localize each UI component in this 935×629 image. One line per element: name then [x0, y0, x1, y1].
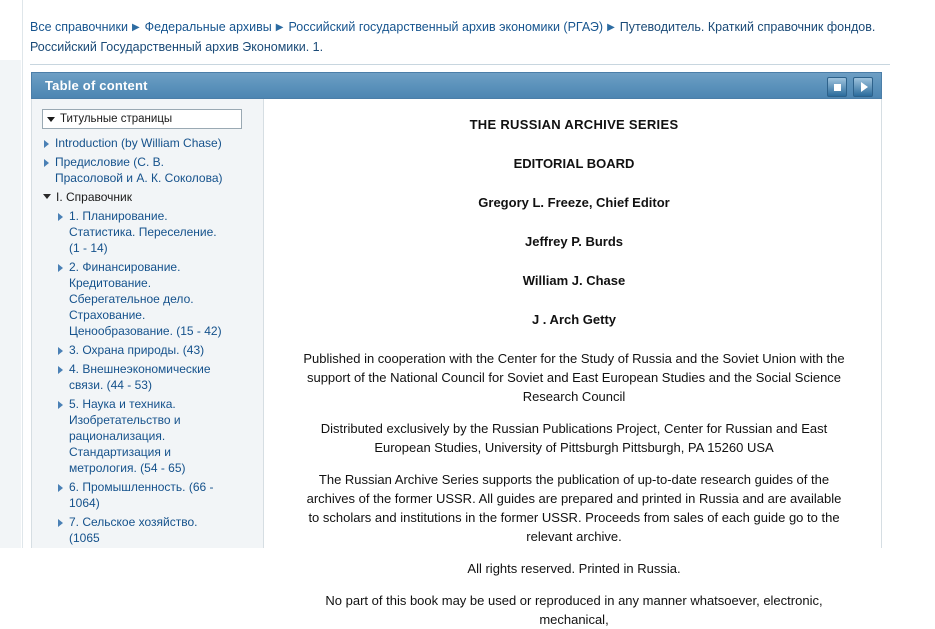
document-paragraph-2: Distributed exclusively by the Russian Publications Project, Center for Russian and East European Studies, University of Pittsburgh Pittsburgh, PA 15260 USA [320, 421, 828, 455]
document-paragraph-3: The Russian Archive Series supports the publication of up-to-date research guides of the archives of the former USSR. All guides are prepared and printed in Russia and are available to scholars and institutions in the former USSR. Proceeds from sales of each guide go to the relevant archive. [306, 472, 842, 544]
document-paragraph-1: Published in cooperation with the Center for the Study of Russia and the Soviet Union with the support of the National Council for Soviet and East European Studies and the Social Science Research Council [303, 351, 845, 404]
editorial-board-heading: EDITORIAL BOARD [513, 156, 635, 171]
breadcrumb-separator-icon: ▶ [131, 22, 140, 33]
sidebar-item-introduction[interactable] [42, 135, 255, 151]
stop-icon [834, 84, 841, 91]
sidebar-item-spravochnik[interactable] [42, 189, 255, 205]
content-area [31, 99, 882, 627]
sidebar-item-label: I. Справочник [56, 190, 132, 204]
document-paragraph-5: No part of this book may be used or reproduced in any manner whatsoever, electronic, mechanical, [325, 593, 823, 627]
play-icon [861, 82, 868, 92]
breadcrumb-item-0[interactable]: Все справочники [30, 20, 128, 34]
sidebar-item-label: Introduction (by William Chase) [55, 136, 222, 150]
arrow-right-icon [58, 264, 63, 272]
document-pane [265, 99, 883, 627]
editor-getty: J . Arch Getty [531, 312, 617, 327]
sidebar-item-label: 1. Планирование. Статистика. Переселение. (1 - 14) [69, 209, 217, 255]
document-title: THE RUSSIAN ARCHIVE SERIES [469, 117, 679, 132]
breadcrumb [30, 18, 890, 65]
left-gutter-fill [0, 60, 21, 548]
toc-sidebar [32, 99, 264, 548]
arrow-right-icon [44, 159, 49, 167]
next-button[interactable] [853, 77, 873, 97]
left-gutter [0, 0, 23, 548]
sidebar-item-preface[interactable] [42, 154, 255, 186]
title-pages-select[interactable] [42, 109, 242, 129]
sidebar-item-chapter-1[interactable] [56, 208, 255, 256]
sidebar-item-label: 5. Наука и техника. Изобретательство и рационализация. Стандартизация и метрология. (54 - 65) [69, 397, 186, 475]
title-pages-select-value: Титульные страницы [60, 113, 173, 125]
sidebar-item-chapter-6[interactable] [56, 479, 255, 511]
sidebar-item-chapter-5[interactable] [56, 396, 255, 476]
arrow-down-icon [43, 194, 51, 199]
editor-chief: Gregory L. Freeze, Chief Editor [478, 195, 670, 210]
breadcrumb-item-2[interactable]: Российский государственный архив экономики (РГАЭ) [288, 20, 604, 34]
sidebar-item-label: 3. Охрана природы. (43) [69, 343, 205, 357]
breadcrumb-separator-icon: ▶ [607, 22, 615, 33]
document-paragraph-4: All rights reserved. Printed in Russia. [467, 561, 681, 576]
sidebar-item-label: 2. Финансирование. Кредитование. Сберегательное дело. Страхование. Ценообразование. (15 - 42) [69, 260, 222, 338]
arrow-right-icon [58, 484, 63, 492]
editor-burds: Jeffrey P. Burds [524, 234, 624, 249]
sidebar-item-label: Предисловие (С. В. Прасоловой и А. К. Соколова) [55, 155, 223, 185]
editor-chase: William J. Chase [522, 273, 626, 288]
sidebar-item-chapter-7[interactable] [56, 514, 255, 546]
chevron-down-icon [47, 117, 55, 122]
sidebar-item-label: 7. Сельское хозяйство. (1065 [69, 515, 198, 545]
arrow-right-icon [58, 401, 63, 409]
sidebar-item-label: 6. Промышленность. (66 - 1064) [69, 480, 214, 510]
table-of-content-controls [827, 77, 873, 97]
breadcrumb-item-1[interactable]: Федеральные архивы [144, 20, 272, 34]
sidebar-item-label: 4. Внешнеэкономические связи. (44 - 53) [69, 362, 211, 392]
arrow-right-icon [58, 213, 63, 221]
stop-button[interactable] [827, 77, 847, 97]
table-of-content-title: Table of content [45, 78, 148, 93]
arrow-right-icon [58, 519, 63, 527]
arrow-right-icon [44, 140, 49, 148]
arrow-right-icon [58, 366, 63, 374]
breadcrumb-separator-icon: ▶ [275, 22, 284, 33]
sidebar-item-chapter-4[interactable] [56, 361, 255, 393]
sidebar-item-chapter-2[interactable] [56, 259, 255, 339]
table-of-content-header [31, 72, 882, 99]
sidebar-item-chapter-3[interactable] [56, 342, 255, 358]
breadcrumb-item-3: Путеводитель. Краткий справочник фондов. Российский Государственный архив Экономики. 1. [30, 20, 876, 54]
arrow-right-icon [58, 347, 63, 355]
